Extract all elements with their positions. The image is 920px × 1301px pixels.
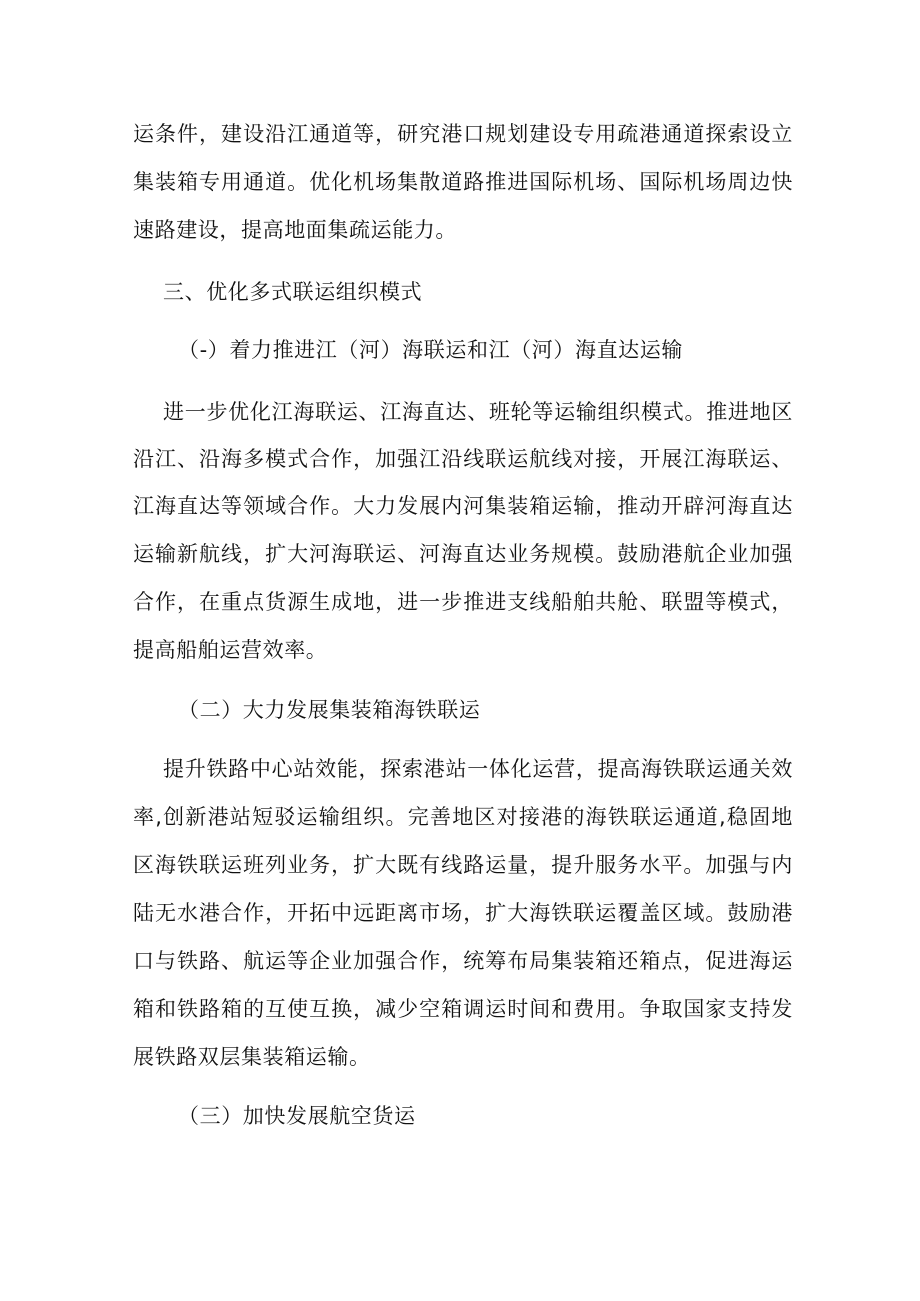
paragraph-line: 率,创新港站短驳运输组织。完善地区对接港的海铁联运通道,稳固地	[133, 805, 793, 829]
paragraph-line: 集装箱专用通道。优化机场集散道路推进国际机场、国际机场周边快	[133, 170, 793, 194]
paragraph-line: 沿江、沿海多模式合作，加强江沿线联运航线对接，开展江海联运、	[133, 447, 793, 471]
section-heading: 三、优化多式联运组织模式	[163, 280, 423, 304]
paragraph-line: 区海铁联运班列业务，扩大既有线路运量，提升服务水平。加强与内	[133, 853, 793, 877]
paragraph-line: 运输新航线，扩大河海联运、河海直达业务规模。鼓励港航企业加强	[133, 542, 793, 566]
paragraph-line: 合作，在重点货源生成地，进一步推进支线船舶共舱、联盟等模式，	[133, 590, 793, 614]
paragraph-line: 运条件，建设沿江通道等，研究港口规划建设专用疏港通道探索设立	[133, 122, 793, 146]
paragraph-line: 江海直达等领域合作。大力发展内河集装箱运输，推动开辟河海直达	[133, 494, 793, 518]
subsection-heading-3: （三）加快发展航空货运	[178, 1104, 416, 1128]
paragraph-line: 陆无水港合作，开拓中远距离市场，扩大海铁联运覆盖区域。鼓励港	[133, 901, 793, 925]
paragraph-line: 提升铁路中心站效能，探索港站一体化运营，提高海铁联运通关效	[163, 757, 793, 781]
paragraph-line: 箱和铁路箱的互使互换，减少空箱调运时间和费用。争取国家支持发	[133, 997, 793, 1021]
paragraph-line: 速路建设，提高地面集疏运能力。	[133, 218, 457, 242]
subsection-heading-2: （二）大力发展集装箱海铁联运	[178, 698, 481, 722]
paragraph-line: 展铁路双层集装箱运输。	[133, 1045, 371, 1069]
paragraph-line: 提高船舶运营效率。	[133, 638, 328, 662]
paragraph-line: 进一步优化江海联运、江海直达、班轮等运输组织模式。推进地区	[163, 400, 793, 424]
paragraph-line: 口与铁路、航运等企业加强合作，统筹布局集装箱还箱点，促进海运	[133, 949, 793, 973]
subsection-heading-1: （-）着力推进江（河）海联运和江（河）海直达运输	[178, 338, 683, 362]
